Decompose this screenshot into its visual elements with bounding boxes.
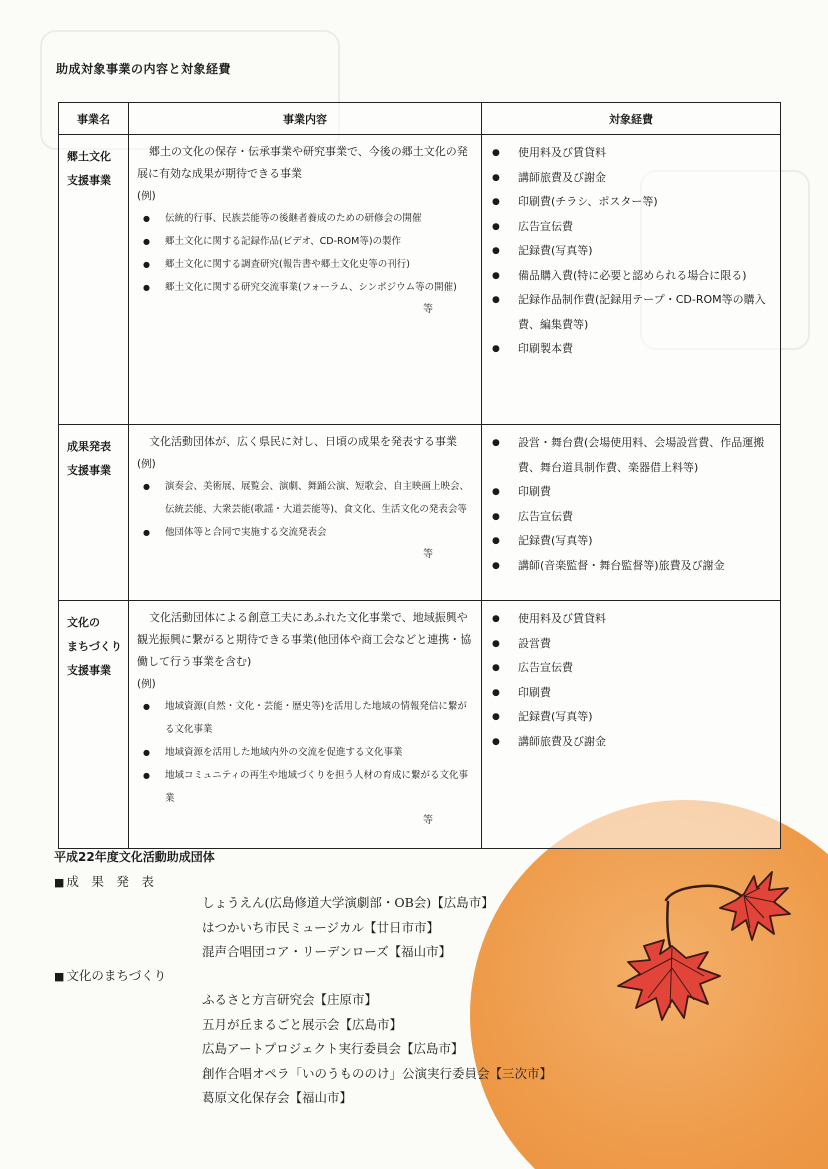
group-item: 葛原文化保存会【福山市】 [202, 1090, 353, 1105]
example-item: ● 郷土文化に関する調査研究(報告書や郷土文化史等の刊行) [137, 253, 473, 276]
cost-list [492, 431, 772, 578]
group-list [202, 988, 552, 1111]
cost-item: ● 印刷費 [492, 681, 772, 706]
cost-item: ● 備品購入費(特に必要と認められる場合に限る) [492, 264, 772, 289]
eligible-costs-cell [482, 425, 781, 601]
leaf-stem [666, 886, 742, 900]
cost-item: ● 広告宣伝費 [492, 505, 772, 530]
cost-item: ● 印刷費(チラシ、ポスター等) [492, 190, 772, 215]
project-content-cell [129, 135, 482, 425]
etc-label: 等 [423, 549, 433, 560]
cost-item: ● 設営・舞台費(会場使用料、会場設営費、作品運搬費、舞台道具制作費、楽器借上料等) [492, 431, 772, 480]
example-list [137, 475, 473, 544]
group-item: 混声合唱団コア・リーデンローズ【福山市】 [202, 944, 452, 959]
cost-item: ● 印刷製本費 [492, 337, 772, 362]
project-name-line: 成果発表 [67, 440, 111, 453]
project-description: 文化活動団体が、広く県民に対し、日頃の成果を発表する事業 [149, 435, 457, 448]
square-bullet-icon: ■ [54, 876, 65, 889]
header-project-content: 事業内容 [129, 103, 482, 135]
example-item: ● 伝統的行事、民族芸能等の後継者養成のための研修会の開催 [137, 207, 473, 230]
project-description: 文化活動団体による創意工夫にあふれた文化事業で、地域振興や観光振興に繋がると期待できる事業(他団体や商工会などと連携・協働して行う事業を含む) [137, 611, 472, 668]
project-name-line: まちづくり [67, 640, 122, 653]
example-list [137, 207, 473, 299]
cost-item: ● 講師旅費及び謝金 [492, 730, 772, 755]
project-name-line: 郷土文化 [67, 150, 111, 163]
cost-item: ● 広告宣伝費 [492, 215, 772, 240]
maple-leaf [720, 872, 790, 940]
project-name-cell [59, 135, 129, 425]
project-content-cell [129, 425, 482, 601]
group-item: 創作合唱オペラ「いのうもののけ」公演実行委員会【三次市】 [202, 1065, 553, 1081]
cost-item: ● 講師旅費及び謝金 [492, 166, 772, 191]
table-header-row [59, 103, 781, 135]
cost-item: ● 使用料及び賃貸料 [492, 607, 772, 632]
example-item: ● 地域コミュニティの再生や地域づくりを担う人材の育成に繋がる文化事業 [137, 764, 473, 810]
project-name-line: 支援事業 [67, 174, 111, 187]
group-item: 五月が丘まるごと展示会【広島市】 [202, 1016, 403, 1032]
maple-leaf [618, 940, 720, 1020]
cost-item: ● 広告宣伝費 [492, 656, 772, 681]
groups-title: 平成22年度文化活動助成団体 [54, 850, 215, 864]
example-list [137, 695, 473, 810]
category-heading [54, 966, 166, 984]
cost-item: ● 講師(音楽監督・舞台監督等)旅費及び謝金 [492, 554, 772, 579]
table-row [59, 601, 781, 849]
project-name-line: 支援事業 [67, 664, 111, 677]
header-eligible-costs: 対象経費 [482, 103, 781, 135]
category-label: 文化のまちづくり [66, 968, 167, 983]
cost-item: ● 記録作品制作費(記録用テープ・CD-ROM等の購入費、編集費等) [492, 288, 772, 337]
group-item: しょうえん(広島修道大学演劇部・OB会)【広島市】 [202, 895, 494, 910]
cost-item: ● 設営費 [492, 632, 772, 657]
group-item: ふるさと方言研究会【庄原市】 [202, 992, 378, 1007]
group-item: 広島アートプロジェクト実行委員会【広島市】 [202, 1041, 464, 1056]
table-row [59, 425, 781, 601]
example-item: ● 郷土文化に関する研究交流事業(フォーラム、シンポジウム等の開催) [137, 276, 473, 299]
header-project-name: 事業名 [59, 103, 129, 135]
project-name-cell [59, 601, 129, 849]
project-name-line: 文化の [67, 616, 100, 629]
example-label: (例) [137, 678, 156, 690]
subsidy-table [58, 102, 781, 849]
leaf-stem [667, 902, 670, 946]
table-row [59, 135, 781, 425]
example-item: ● 郷土文化に関する記録作品(ビデオ、CD-ROM等)の製作 [137, 230, 473, 253]
section-title: 助成対象事業の内容と対象経費 [56, 62, 232, 76]
example-label: (例) [137, 458, 156, 470]
cost-item: ● 使用料及び賃貸料 [492, 141, 772, 166]
category-label: 成 果 発 表 [66, 874, 154, 889]
cost-item: ● 記録費(写真等) [492, 529, 772, 554]
etc-label: 等 [423, 815, 433, 826]
category-heading [54, 872, 154, 890]
project-content-cell [129, 601, 482, 849]
example-label: (例) [137, 190, 156, 202]
square-bullet-icon: ■ [54, 970, 65, 983]
cost-item: ● 印刷費 [492, 480, 772, 505]
cost-list [492, 141, 772, 362]
project-description: 郷土の文化の保存・伝承事業や研究事業で、今後の郷土文化の発展に有効な成果が期待できる事業 [137, 145, 468, 180]
example-item: ● 地域資源(自然・文化・芸能・歴史等)を活用した地域の情報発信に繋がる文化事業 [137, 695, 473, 741]
example-item: ● 演奏会、美術展、展覧会、演劇、舞踊公演、短歌会、自主映画上映会、伝統芸能、大衆芸能(歌謡・大道芸能等)、食文化、生活文化の発表会等 [137, 475, 473, 521]
project-name-cell [59, 425, 129, 601]
cost-item: ● 記録費(写真等) [492, 239, 772, 264]
eligible-costs-cell [482, 135, 781, 425]
maple-leaves-icon [604, 858, 794, 1028]
project-name-line: 支援事業 [67, 464, 111, 477]
etc-label: 等 [423, 304, 433, 315]
eligible-costs-cell [482, 601, 781, 849]
group-list [202, 891, 494, 965]
example-item: ● 他団体等と合同で実施する交流発表会 [137, 521, 473, 544]
cost-list [492, 607, 772, 754]
group-item: はつかいち市民ミュージカル【廿日市市】 [202, 919, 440, 935]
example-item: ● 地域資源を活用した地域内外の交流を促進する文化事業 [137, 741, 473, 764]
cost-item: ● 記録費(写真等) [492, 705, 772, 730]
